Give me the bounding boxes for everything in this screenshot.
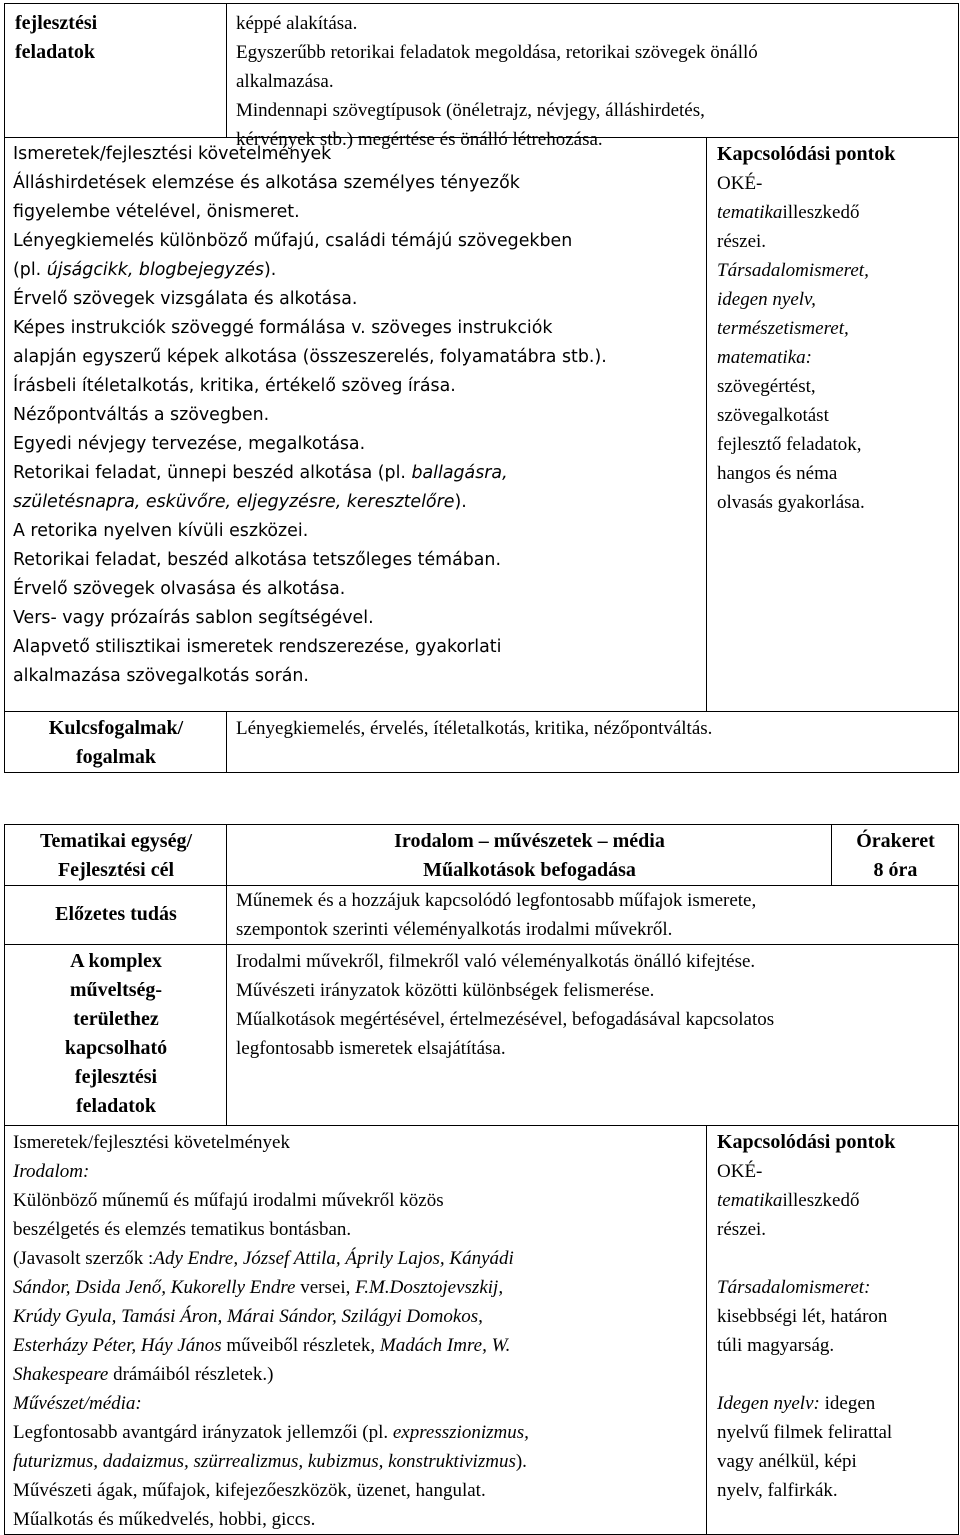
prior-label-cell: [5, 886, 227, 945]
key-concepts-label-line: Kulcsfogalmak/: [48, 717, 184, 739]
requirement-line: Képes instrukciók szöveggé formálása v. szöveges instrukciók: [13, 318, 553, 338]
prior-text-line: Műnemek és a hozzájuk kapcsolódó legfontosabb műfajok ismerete,: [236, 890, 757, 911]
requirement-line: Különböző műnemű és műfajú irodalmi művekről közös: [13, 1190, 444, 1211]
complex-text-cell: [227, 945, 959, 1126]
text-run: újságcikk, blogbejegyzés: [46, 260, 264, 280]
link-line: matematika:: [717, 347, 812, 368]
link-line: szövegalkotást: [717, 405, 829, 426]
link-line: OKÉ-: [717, 173, 763, 194]
requirement-line: Művészeti ágak, műfajok, kifejezőeszközök, üzenet, hangulat.: [13, 1480, 486, 1501]
requirement-line: [13, 1273, 503, 1302]
link-line: [717, 1186, 859, 1215]
link-line: OKÉ-: [717, 1161, 763, 1182]
text-run: ).: [454, 492, 467, 512]
text-run: F.M.Dosztojevszkij,: [355, 1277, 504, 1298]
requirement-line: Egyedi névjegy tervezése, megalkotása.: [13, 434, 366, 454]
link-line: fejlesztő feladatok,: [717, 434, 862, 455]
link-line: Társadalomismeret,: [717, 260, 869, 281]
unit-title-line: Műalkotások befogadása: [423, 859, 636, 881]
text-run: ).: [263, 260, 277, 280]
text-run: Sándor, Dsida Jenő, Kukorelly Endre: [13, 1277, 296, 1298]
requirement-line: Nézőpontváltás a szövegben.: [13, 405, 270, 425]
text-run: idegen: [819, 1393, 876, 1414]
complex-label-line: A komplex: [70, 950, 162, 972]
link-line: részei.: [717, 1219, 767, 1240]
complex-label-line: feladatok: [76, 1095, 156, 1117]
requirement-line: Műalkotás és műkedvelés, hobbi, giccs.: [13, 1509, 316, 1530]
dev-task-line: alkalmazása.: [236, 71, 334, 92]
text-run: tematika: [717, 1190, 783, 1211]
dev-task-line: képpé alakítása.: [236, 13, 358, 34]
requirement-line: Vers- vagy prózaírás sablon segítségével.: [13, 608, 374, 628]
dev-tasks-text-cell: [227, 4, 959, 150]
requirement-line: [13, 1447, 527, 1476]
key-concepts-cell: [227, 712, 959, 773]
text-run: ballagásra,: [411, 463, 508, 483]
text-run: Madách Imre, W.: [379, 1335, 511, 1356]
requirement-line: Irodalom:: [13, 1161, 90, 1182]
complex-label-line: területhez: [73, 1008, 159, 1030]
requirement-line: Álláshirdetések elemzése és alkotása személyes tényezők: [13, 173, 520, 193]
text-run: (pl.: [13, 260, 47, 280]
text-run: születésnapra, esküvőre, eljegyzésre, keresztelőre: [13, 492, 455, 512]
text-run: műveiből részletek,: [221, 1335, 380, 1356]
complex-label-line: kapcsolható: [64, 1037, 168, 1059]
requirement-line: [13, 1244, 514, 1273]
requirements-header: Ismeretek/fejlesztési követelmények: [13, 1132, 290, 1153]
links-header: Kapcsolódási pontok: [717, 1131, 896, 1153]
requirement-line: figyelembe vételével, önismeret.: [13, 202, 300, 222]
hours-label: Órakeret: [856, 830, 935, 852]
link-line: szövegértést,: [717, 376, 816, 397]
text-run: illeszkedő: [782, 1190, 860, 1211]
link-line: nyelv, falfirkák.: [717, 1480, 838, 1501]
link-line: kisebbségi lét, határon: [717, 1306, 888, 1327]
link-line: olvasás gyakorlása.: [717, 492, 865, 513]
text-run: illeszkedő: [782, 202, 860, 223]
text-run: Esterházy Péter, Háy János: [13, 1335, 222, 1356]
requirement-line: [13, 1418, 529, 1447]
requirements-header: Ismeretek/fejlesztési követelmények: [13, 144, 332, 164]
bottom-table: [4, 824, 959, 1535]
dev-task-line: Mindennapi szövegtípusok (önéletrajz, névjegy, álláshirdetés,: [236, 100, 705, 121]
dev-task-line: kérvények stb.) megértése és önálló létrehozása.: [236, 129, 603, 150]
text-run: expresszionizmus,: [392, 1422, 529, 1443]
text-run: futurizmus, dadaizmus, szürrealizmus, kubizmus, konstruktivizmus: [13, 1451, 516, 1472]
hours-cell: [832, 825, 959, 886]
key-concepts-label-line: fogalmak: [76, 746, 156, 768]
link-line: [717, 1389, 875, 1418]
requirement-line: [13, 1331, 510, 1360]
requirement-line: Írásbeli ítéletalkotás, kritika, értékelő szöveg írása.: [13, 376, 456, 396]
unit-title-cell: [227, 825, 832, 886]
text-run: versei,: [295, 1277, 356, 1298]
requirements-cell: [5, 138, 707, 712]
link-line: idegen nyelv,: [717, 289, 816, 310]
top-table: [4, 3, 959, 773]
dev-task-line: Egyszerűbb retorikai feladatok megoldása, retorikai szövegek önálló: [236, 42, 758, 63]
link-line: részei.: [717, 231, 767, 252]
requirement-line: Érvelő szövegek vizsgálata és alkotása.: [13, 289, 358, 309]
requirement-line: [13, 256, 276, 285]
requirement-line: [13, 1360, 273, 1389]
link-line: Társadalomismeret:: [717, 1277, 871, 1298]
link-line: természetismeret,: [717, 318, 849, 339]
requirement-line: [13, 459, 508, 488]
text-run: ).: [515, 1451, 527, 1472]
requirement-line: alapján egyszerű képek alkotása (összeszerelés, folyamatábra stb.).: [13, 347, 607, 367]
complex-text-line: Műalkotások megértésével, értelmezésével, befogadásával kapcsolatos: [236, 1009, 775, 1030]
requirement-line: Retorikai feladat, beszéd alkotása tetszőleges témában.: [13, 550, 501, 570]
link-line: hangos és néma: [717, 463, 838, 484]
requirement-line: Krúdy Gyula, Tamási Áron, Márai Sándor, Szilágyi Domokos,: [13, 1306, 483, 1327]
link-line: [717, 198, 859, 227]
complex-text-line: Művészeti irányzatok közötti különbségek felismerése.: [236, 980, 655, 1001]
requirement-line: [13, 488, 467, 517]
text-run: Retorikai feladat, ünnepi beszéd alkotása (pl.: [13, 463, 412, 483]
dev-tasks-label-cell: [5, 4, 227, 138]
complex-label-line: fejlesztési: [74, 1066, 158, 1088]
link-line: nyelvű filmek felirattal: [717, 1422, 893, 1443]
text-run: Ady Endre, József Attila, Áprily Lajos, Kányádi: [153, 1248, 514, 1269]
links-cell: [707, 138, 959, 712]
requirement-line: Alapvető stilisztikai ismeretek rendszerezése, gyakorlati: [13, 637, 502, 657]
unit-label-line: Fejlesztési cél: [57, 859, 175, 881]
text-run: (Javasolt szerzők :: [13, 1248, 154, 1269]
requirement-line: Művészet/média:: [13, 1393, 142, 1414]
link-line: vagy anélkül, képi: [717, 1451, 857, 1472]
requirement-line: Lényegkiemelés különböző műfajú, családi témájú szövegekben: [13, 231, 573, 251]
unit-title-line: Irodalom – művészetek – média: [394, 830, 665, 852]
requirement-line: A retorika nyelven kívüli eszközei.: [13, 521, 309, 541]
requirements-cell: [5, 1126, 707, 1535]
unit-label-cell: [5, 825, 227, 886]
key-concepts-label-cell: [5, 712, 227, 773]
prior-text-line: szempontok szerinti véleményalkotás irodalmi művekről.: [236, 919, 673, 940]
requirement-line: Érvelő szövegek olvasása és alkotása.: [13, 579, 346, 599]
prior-text-cell: [227, 886, 959, 945]
prior-label: Előzetes tudás: [55, 903, 177, 925]
key-concepts-text: Lényegkiemelés, érvelés, ítéletalkotás, kritika, nézőpontváltás.: [236, 718, 713, 739]
complex-label-cell: [5, 945, 227, 1126]
dev-tasks-label-line: feladatok: [15, 41, 95, 63]
requirement-line: alkalmazása szövegalkotás során.: [13, 666, 309, 686]
hours-value: 8 óra: [873, 859, 918, 881]
text-run: Legfontosabb avantgárd irányzatok jellemzői (pl.: [13, 1422, 393, 1443]
text-run: drámáiból részletek.): [108, 1364, 274, 1385]
links-header: Kapcsolódási pontok: [717, 143, 896, 165]
complex-text-line: Irodalmi művekről, filmekről való véleményalkotás önálló kifejtése.: [236, 951, 756, 972]
complex-label-line: műveltség-: [69, 979, 163, 1001]
complex-text-line: legfontosabb ismeretek elsajátítása.: [236, 1038, 506, 1059]
unit-label-line: Tematikai egység/: [39, 830, 193, 852]
requirement-line: beszélgetés és elemzés tematikus bontásban.: [13, 1219, 352, 1240]
dev-tasks-label-line: fejlesztési: [15, 12, 98, 34]
text-run: tematika: [717, 202, 783, 223]
link-line: túli magyarság.: [717, 1335, 835, 1356]
text-run: Idegen nyelv:: [717, 1393, 820, 1414]
text-run: Shakespeare: [13, 1364, 109, 1385]
links-cell: [707, 1126, 959, 1535]
